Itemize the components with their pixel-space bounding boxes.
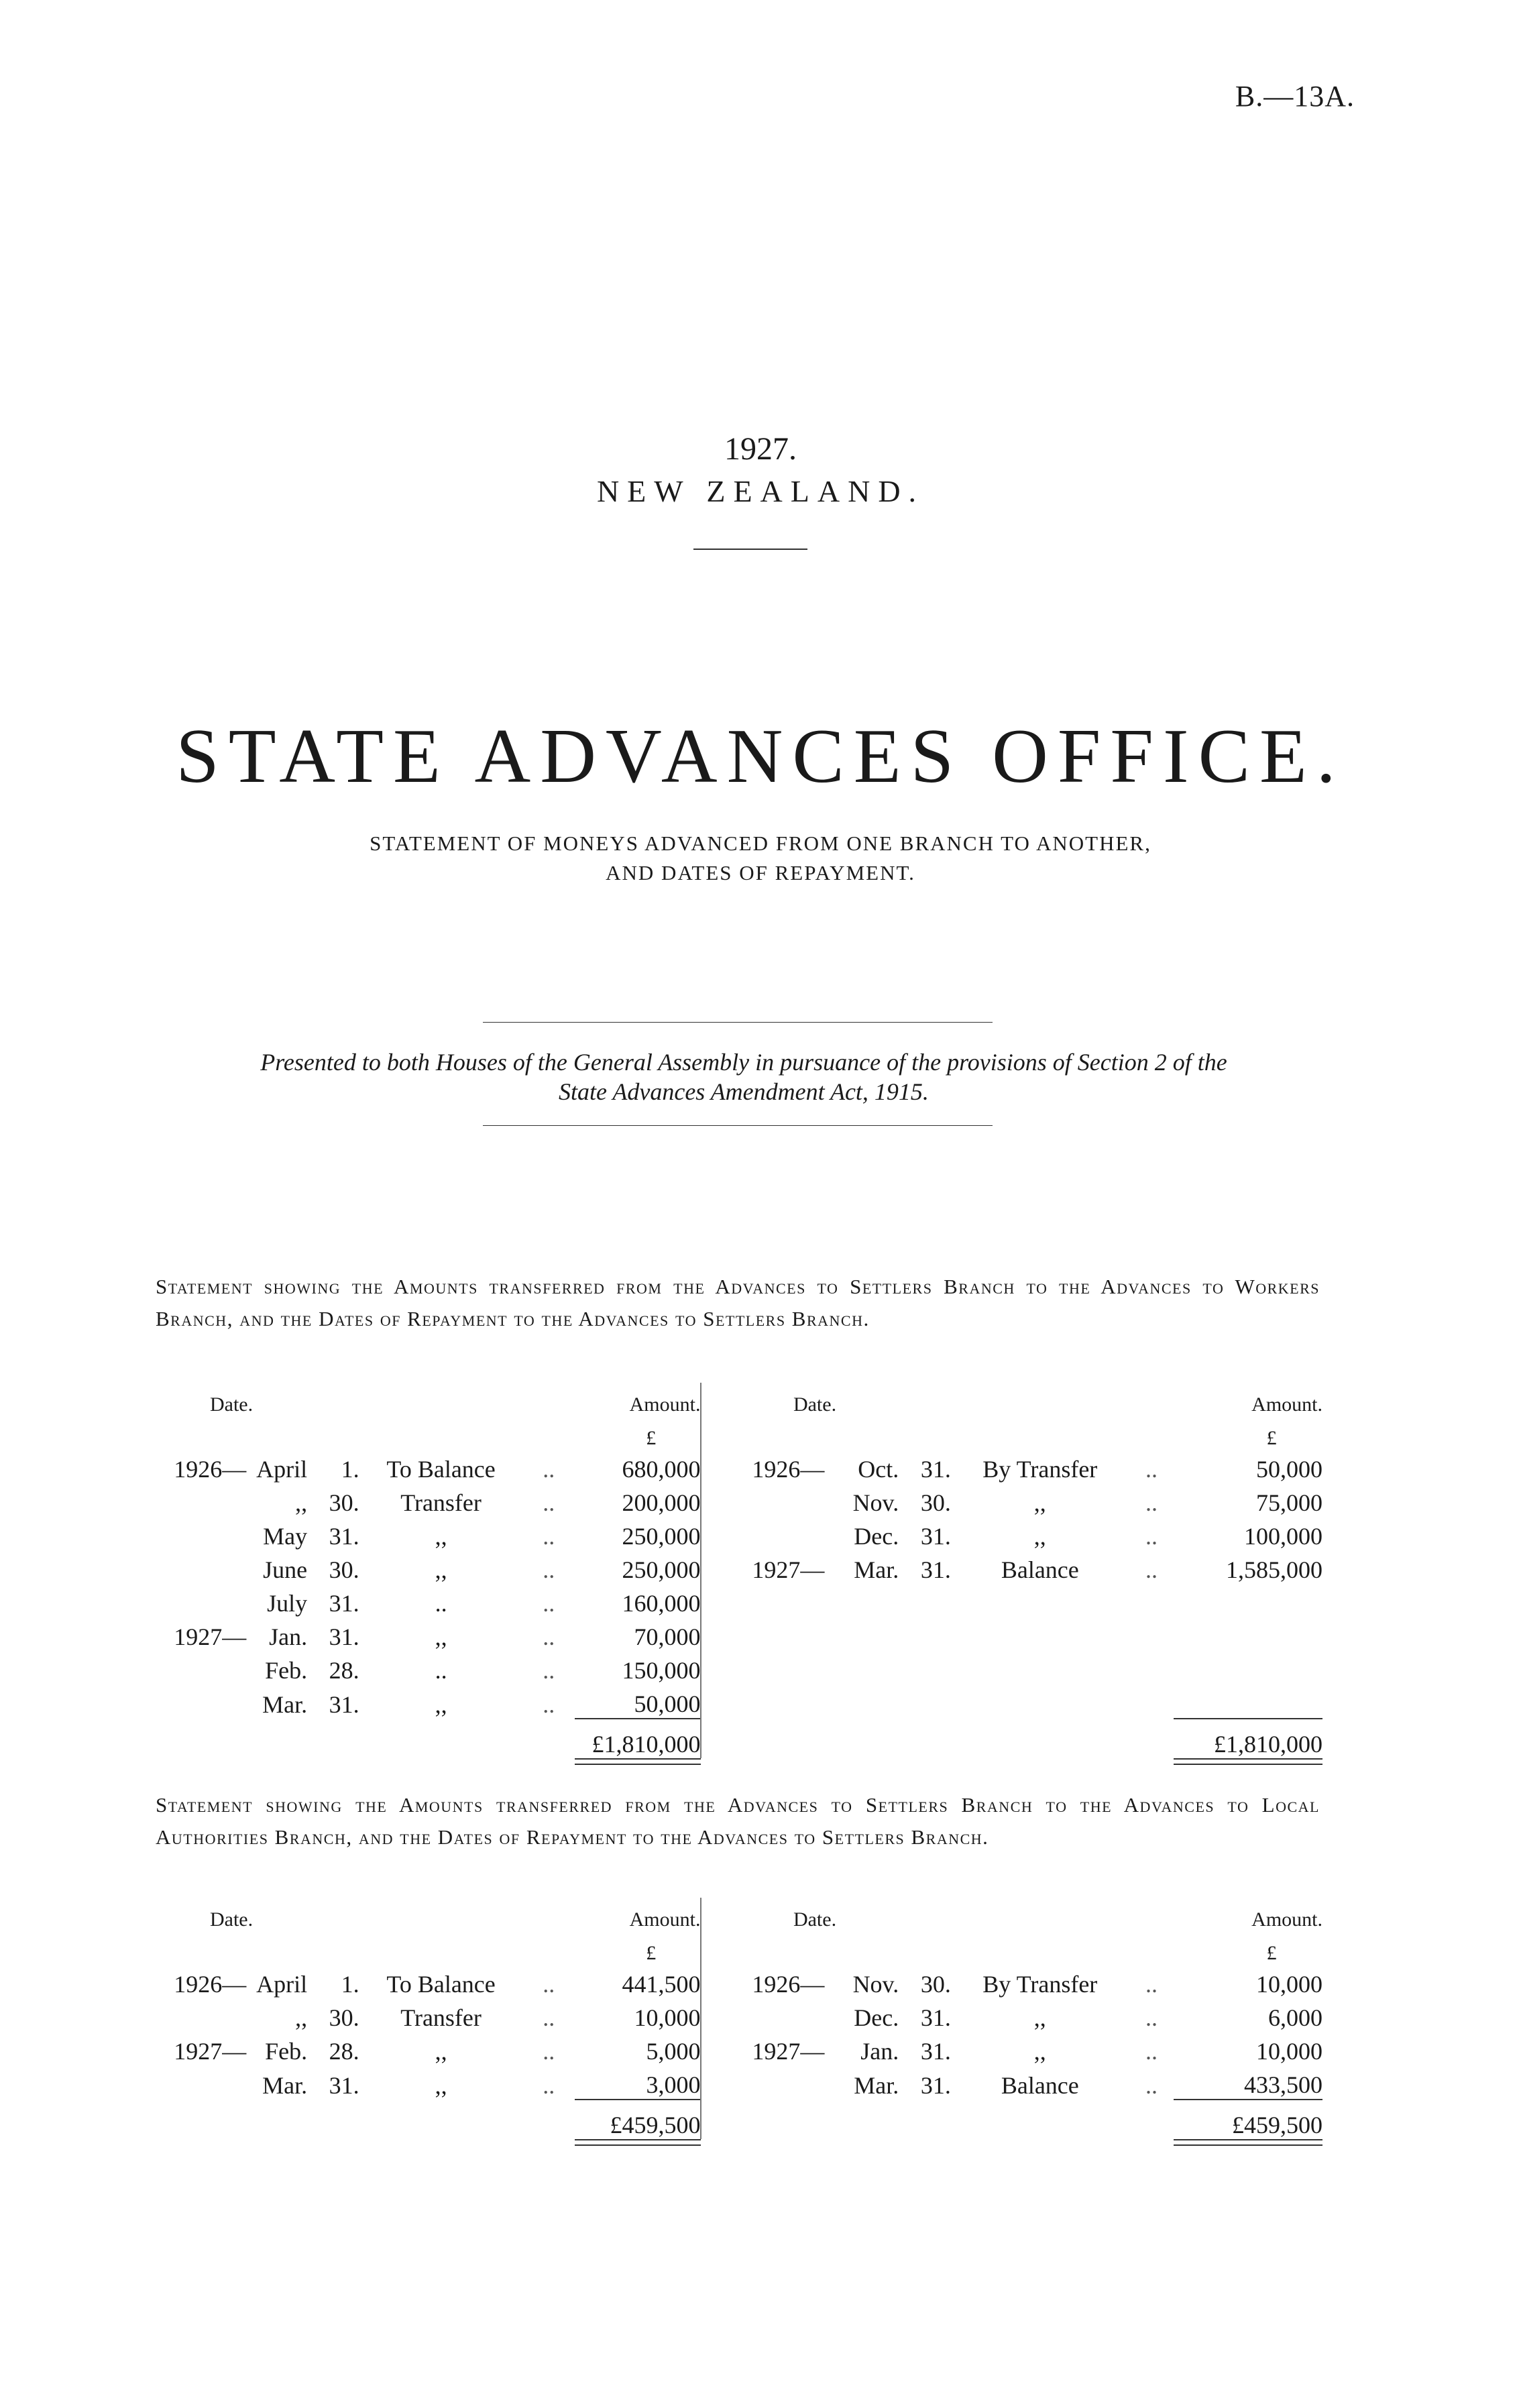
subtitle-line-1: STATEMENT OF MONEYS ADVANCED FROM ONE BRANCH TO ANOTHER,	[370, 832, 1151, 855]
debit-entry-year	[156, 1584, 246, 1617]
credit-entry-leader-dots: ..	[1145, 1556, 1158, 1583]
debit-entry-description: To Balance	[386, 1971, 496, 1998]
credit-entry-year	[731, 1684, 825, 1719]
debit-entry-day: 31.	[329, 2072, 359, 2099]
debit-entry-day: 31.	[329, 1523, 359, 1550]
debit-double-rule	[575, 2139, 701, 2146]
column-divider	[701, 2065, 730, 2100]
credit-double-rule	[1174, 2139, 1322, 2146]
credit-entry-amount: 1,585,000	[1226, 1556, 1322, 1583]
debit-entry-month: May	[263, 1523, 308, 1550]
debit-entry-day: 28.	[329, 2038, 359, 2065]
credit-total: £1,810,000	[1174, 1719, 1322, 1758]
credit-total: £459,500	[1174, 2100, 1322, 2139]
credit-entry-month: Jan.	[860, 2038, 899, 2065]
debit-amount-header: Amount.	[629, 1393, 701, 1416]
debit-entry-year	[156, 1483, 246, 1517]
country-name: NEW ZEALAND.	[596, 474, 925, 508]
credit-entry-month	[824, 1617, 899, 1651]
debit-entry-amount: 150,000	[622, 1657, 701, 1684]
statement-2-total-row	[156, 2100, 1322, 2139]
ledger-row	[156, 1965, 1322, 1998]
credit-double-rule	[1174, 1758, 1322, 1765]
credit-entry-month: Nov.	[852, 1489, 899, 1516]
debit-entry-leader-dots: ..	[543, 1657, 555, 1684]
debit-entry-month: ,,	[295, 1489, 308, 1516]
credit-entry-description	[951, 1584, 1129, 1617]
credit-entry-leader-dots: ..	[1145, 1456, 1158, 1483]
credit-entry-month: Dec.	[854, 2004, 899, 2031]
debit-entry-month: Feb.	[265, 1657, 308, 1684]
debit-entry-description: ,,	[435, 1556, 447, 1583]
debit-entry-description: ,,	[435, 1691, 447, 1718]
credit-entry-amount	[1174, 1617, 1322, 1651]
presented-line-2: State Advances Amendment Act, 1915.	[559, 1078, 929, 1105]
column-divider	[701, 1450, 730, 1483]
column-divider	[701, 1651, 730, 1684]
ledger-row	[156, 1651, 1322, 1684]
credit-entry-amount	[1174, 1651, 1322, 1684]
credit-entry-year	[731, 1584, 825, 1617]
column-divider	[701, 1965, 730, 1998]
column-divider	[701, 1684, 730, 1719]
credit-entry-leader-dots: ..	[1145, 1523, 1158, 1550]
debit-entry-description: ..	[435, 1657, 447, 1684]
credit-entry-amount: 6,000	[1268, 2004, 1322, 2031]
debit-entry-leader-dots: ..	[543, 1489, 555, 1516]
debit-entry-amount: 10,000	[634, 2004, 701, 2031]
credit-entry-year	[731, 1651, 825, 1684]
debit-entry-month: July	[267, 1590, 308, 1617]
debit-entry-day: 1.	[341, 1456, 359, 1483]
credit-entry-day: 31.	[920, 2038, 951, 2065]
credit-entry-leader-dots	[1129, 1617, 1174, 1651]
credit-entry-day: 31.	[920, 2072, 951, 2099]
debit-entry-description: ,,	[435, 2072, 447, 2099]
statement-1-double-rule-row	[156, 1758, 1322, 1792]
credit-entry-amount	[1174, 1584, 1322, 1617]
debit-entry-month: Mar.	[262, 2072, 308, 2099]
debit-entry-month: April	[256, 1456, 308, 1483]
ledger-row	[156, 1450, 1322, 1483]
credit-entry-description	[951, 1684, 1129, 1719]
debit-entry-amount: 200,000	[622, 1489, 701, 1516]
debit-entry-description: ..	[435, 1590, 447, 1617]
statement-2-account	[156, 1898, 1322, 2173]
credit-entry-month: Oct.	[858, 1456, 899, 1483]
debit-entry-leader-dots: ..	[543, 1556, 555, 1583]
column-divider	[701, 1517, 730, 1550]
credit-entry-amount: 10,000	[1256, 1971, 1322, 1998]
credit-entry-day: 31.	[920, 1556, 951, 1583]
credit-entry-month: Nov.	[852, 1971, 899, 1998]
credit-entry-year: 1926—	[752, 1971, 825, 1998]
credit-entry-day: 31.	[920, 2004, 951, 2031]
debit-entry-amount: 160,000	[622, 1590, 701, 1617]
credit-entry-leader-dots: ..	[1145, 2038, 1158, 2065]
credit-amount-header: Amount.	[1251, 1908, 1322, 1931]
credit-entry-year	[731, 1617, 825, 1651]
debit-entry-leader-dots: ..	[543, 1523, 555, 1550]
statement-1-heading: Statement showing the Amounts transferred from the Advances to Settlers Branch to the Advances to Workers Branch, and the Dates of Repayment to the Advances to Settlers Branch.	[156, 1275, 1320, 1330]
debit-entry-day: 28.	[329, 1657, 359, 1684]
debit-date-header: Date.	[209, 1393, 253, 1416]
ledger-row	[156, 2032, 1322, 2065]
credit-amount-header: Amount.	[1251, 1393, 1322, 1416]
ledger-row	[156, 1584, 1322, 1617]
statement-1-currency-row	[156, 1416, 1322, 1450]
credit-entry-amount: 433,500	[1244, 2071, 1322, 2098]
presented-divider-top	[483, 1022, 993, 1023]
debit-entry-leader-dots: ..	[543, 2072, 555, 2099]
title-divider	[693, 549, 807, 550]
debit-entry-day: 1.	[341, 1971, 359, 1998]
credit-date-header: Date.	[793, 1393, 837, 1416]
credit-entry-leader-dots: ..	[1145, 1971, 1158, 1998]
column-divider	[701, 1998, 730, 2032]
debit-total: £459,500	[575, 2100, 701, 2139]
debit-entry-day: 31.	[329, 1590, 359, 1617]
debit-entry-leader-dots: ..	[543, 2004, 555, 2031]
debit-double-rule	[575, 1758, 701, 1765]
ledger-row	[156, 1684, 1322, 1719]
presented-line-1: Presented to both Houses of the General Assembly in pursuance of the provisions of Section 2 of the	[260, 1049, 1227, 1076]
ledger-row	[156, 1550, 1322, 1584]
ledger-row	[156, 2065, 1322, 2100]
debit-entry-month: Jan.	[269, 1623, 308, 1650]
document-subtitle	[0, 829, 1521, 888]
debit-entry-day: 30.	[329, 1556, 359, 1583]
credit-entry-description: ,,	[1033, 2004, 1046, 2031]
debit-entry-description: Transfer	[400, 2004, 482, 2031]
debit-entry-day: 31.	[329, 1691, 359, 1718]
statement-1-header-row	[156, 1383, 1322, 1416]
column-divider	[701, 1584, 730, 1617]
ledger-row	[156, 1998, 1322, 2032]
credit-currency: £	[1266, 1427, 1277, 1449]
debit-date-header: Date.	[209, 1908, 253, 1931]
credit-entry-description: ,,	[1033, 2038, 1046, 2065]
credit-entry-month	[824, 1584, 899, 1617]
credit-currency: £	[1266, 1942, 1277, 1964]
credit-entry-day	[899, 1684, 951, 1719]
column-divider	[701, 2032, 730, 2065]
debit-entry-leader-dots: ..	[543, 1971, 555, 1998]
statement-2-currency-row	[156, 1931, 1322, 1965]
credit-entry-year: 1927—	[752, 2038, 825, 2065]
debit-entry-description: ,,	[435, 1623, 447, 1650]
credit-entry-month	[824, 1684, 899, 1719]
debit-entry-description: Transfer	[400, 1489, 482, 1516]
credit-entry-leader-dots: ..	[1145, 1489, 1158, 1516]
credit-entry-day: 31.	[920, 1523, 951, 1550]
credit-entry-year: 1927—	[752, 1556, 825, 1583]
credit-entry-leader-dots: ..	[1145, 2004, 1158, 2031]
credit-entry-day	[899, 1584, 951, 1617]
credit-entry-amount: 75,000	[1256, 1489, 1322, 1516]
debit-entry-leader-dots: ..	[543, 1623, 555, 1650]
column-divider	[701, 1483, 730, 1517]
credit-entry-amount: 50,000	[1256, 1456, 1322, 1483]
debit-entry-year: 1927—	[174, 1623, 247, 1650]
credit-entry-month: Mar.	[854, 2072, 899, 2099]
document-title: STATE ADVANCES OFFICE.	[176, 713, 1345, 799]
credit-entry-description: ,,	[1033, 1523, 1046, 1550]
credit-entry-year	[731, 1483, 825, 1517]
credit-entry-amount: 10,000	[1256, 2038, 1322, 2065]
credit-entry-year	[731, 2065, 825, 2100]
credit-entry-description: By Transfer	[982, 1971, 1098, 1998]
debit-entry-month: Feb.	[265, 2038, 308, 2065]
debit-entry-year: 1927—	[174, 2038, 247, 2065]
debit-entry-month: April	[256, 1971, 308, 1998]
credit-entry-leader-dots	[1129, 1684, 1174, 1719]
statement-2-header-row	[156, 1898, 1322, 1931]
credit-entry-description: Balance	[1001, 2072, 1079, 2099]
statement-1-rows	[156, 1450, 1322, 1719]
debit-amount-header: Amount.	[629, 1908, 701, 1931]
presentation-note	[154, 1047, 1333, 1106]
debit-entry-year	[156, 1651, 246, 1684]
debit-entry-month: Mar.	[262, 1691, 308, 1718]
presented-divider-bottom	[483, 1125, 993, 1126]
document-reference: B.—13A.	[1235, 80, 1355, 113]
debit-entry-year: 1926—	[174, 1456, 247, 1483]
credit-entry-year: 1926—	[752, 1456, 825, 1483]
debit-entry-amount: 5,000	[646, 2038, 701, 2065]
debit-entry-amount: 3,000	[646, 2071, 701, 2098]
debit-entry-leader-dots: ..	[543, 1590, 555, 1617]
credit-entry-amount: 100,000	[1244, 1523, 1322, 1550]
debit-entry-leader-dots: ..	[543, 1456, 555, 1483]
debit-entry-year	[156, 1550, 246, 1584]
debit-entry-description: ,,	[435, 1523, 447, 1550]
statement-2-heading: Statement showing the Amounts transferred from the Advances to Settlers Branch to the Advances to Local Authorities Branch, and the Dates of Repayment to the Advances to Settlers Branch.	[156, 1793, 1320, 1849]
debit-entry-year	[156, 1998, 246, 2032]
debit-entry-description: To Balance	[386, 1456, 496, 1483]
debit-entry-year: 1926—	[174, 1971, 247, 1998]
credit-entry-amount	[1174, 1684, 1322, 1719]
column-divider	[701, 1550, 730, 1584]
credit-entry-description: By Transfer	[982, 1456, 1098, 1483]
credit-entry-leader-dots	[1129, 1584, 1174, 1617]
debit-entry-year	[156, 1684, 246, 1719]
debit-entry-year	[156, 2065, 246, 2100]
statement-1-total-row	[156, 1719, 1322, 1758]
debit-entry-year	[156, 1517, 246, 1550]
debit-entry-amount: 50,000	[634, 1690, 701, 1717]
debit-entry-leader-dots: ..	[543, 2038, 555, 2065]
credit-entry-year	[731, 1998, 825, 2032]
credit-entry-leader-dots	[1129, 1651, 1174, 1684]
credit-date-header: Date.	[793, 1908, 837, 1931]
credit-entry-day: 30.	[920, 1971, 951, 1998]
debit-entry-month: June	[263, 1556, 308, 1583]
credit-entry-year	[731, 1517, 825, 1550]
credit-entry-day: 30.	[920, 1489, 951, 1516]
debit-entry-amount: 250,000	[622, 1556, 701, 1583]
debit-entry-leader-dots: ..	[543, 1691, 555, 1718]
credit-entry-day	[899, 1651, 951, 1684]
credit-entry-day	[899, 1617, 951, 1651]
statement-2-double-rule-row	[156, 2139, 1322, 2173]
report-year: 1927.	[724, 431, 797, 467]
debit-currency: £	[646, 1427, 657, 1449]
debit-entry-month: ,,	[295, 2004, 308, 2031]
credit-entry-description: Balance	[1001, 1556, 1079, 1583]
statement-2-rows	[156, 1965, 1322, 2100]
column-divider	[701, 1617, 730, 1651]
debit-entry-amount: 250,000	[622, 1523, 701, 1550]
ledger-row	[156, 1617, 1322, 1651]
credit-entry-description: ,,	[1033, 1489, 1046, 1516]
debit-entry-amount: 680,000	[622, 1456, 701, 1483]
credit-entry-day: 31.	[920, 1456, 951, 1483]
credit-entry-month	[824, 1651, 899, 1684]
credit-entry-description	[951, 1651, 1129, 1684]
debit-entry-day: 31.	[329, 1623, 359, 1650]
subtitle-line-2: AND DATES OF REPAYMENT.	[606, 861, 915, 884]
debit-entry-amount: 70,000	[634, 1623, 701, 1650]
debit-entry-day: 30.	[329, 2004, 359, 2031]
debit-entry-day: 30.	[329, 1489, 359, 1516]
debit-entry-amount: 441,500	[622, 1971, 701, 1998]
ledger-row	[156, 1517, 1322, 1550]
debit-currency: £	[646, 1942, 657, 1964]
credit-entry-description	[951, 1617, 1129, 1651]
credit-entry-leader-dots: ..	[1145, 2072, 1158, 2099]
debit-entry-description: ,,	[435, 2038, 447, 2065]
debit-total: £1,810,000	[575, 1719, 701, 1758]
ledger-row	[156, 1483, 1322, 1517]
statement-1-account	[156, 1383, 1322, 1792]
credit-entry-month: Mar.	[854, 1556, 899, 1583]
credit-entry-month: Dec.	[854, 1523, 899, 1550]
